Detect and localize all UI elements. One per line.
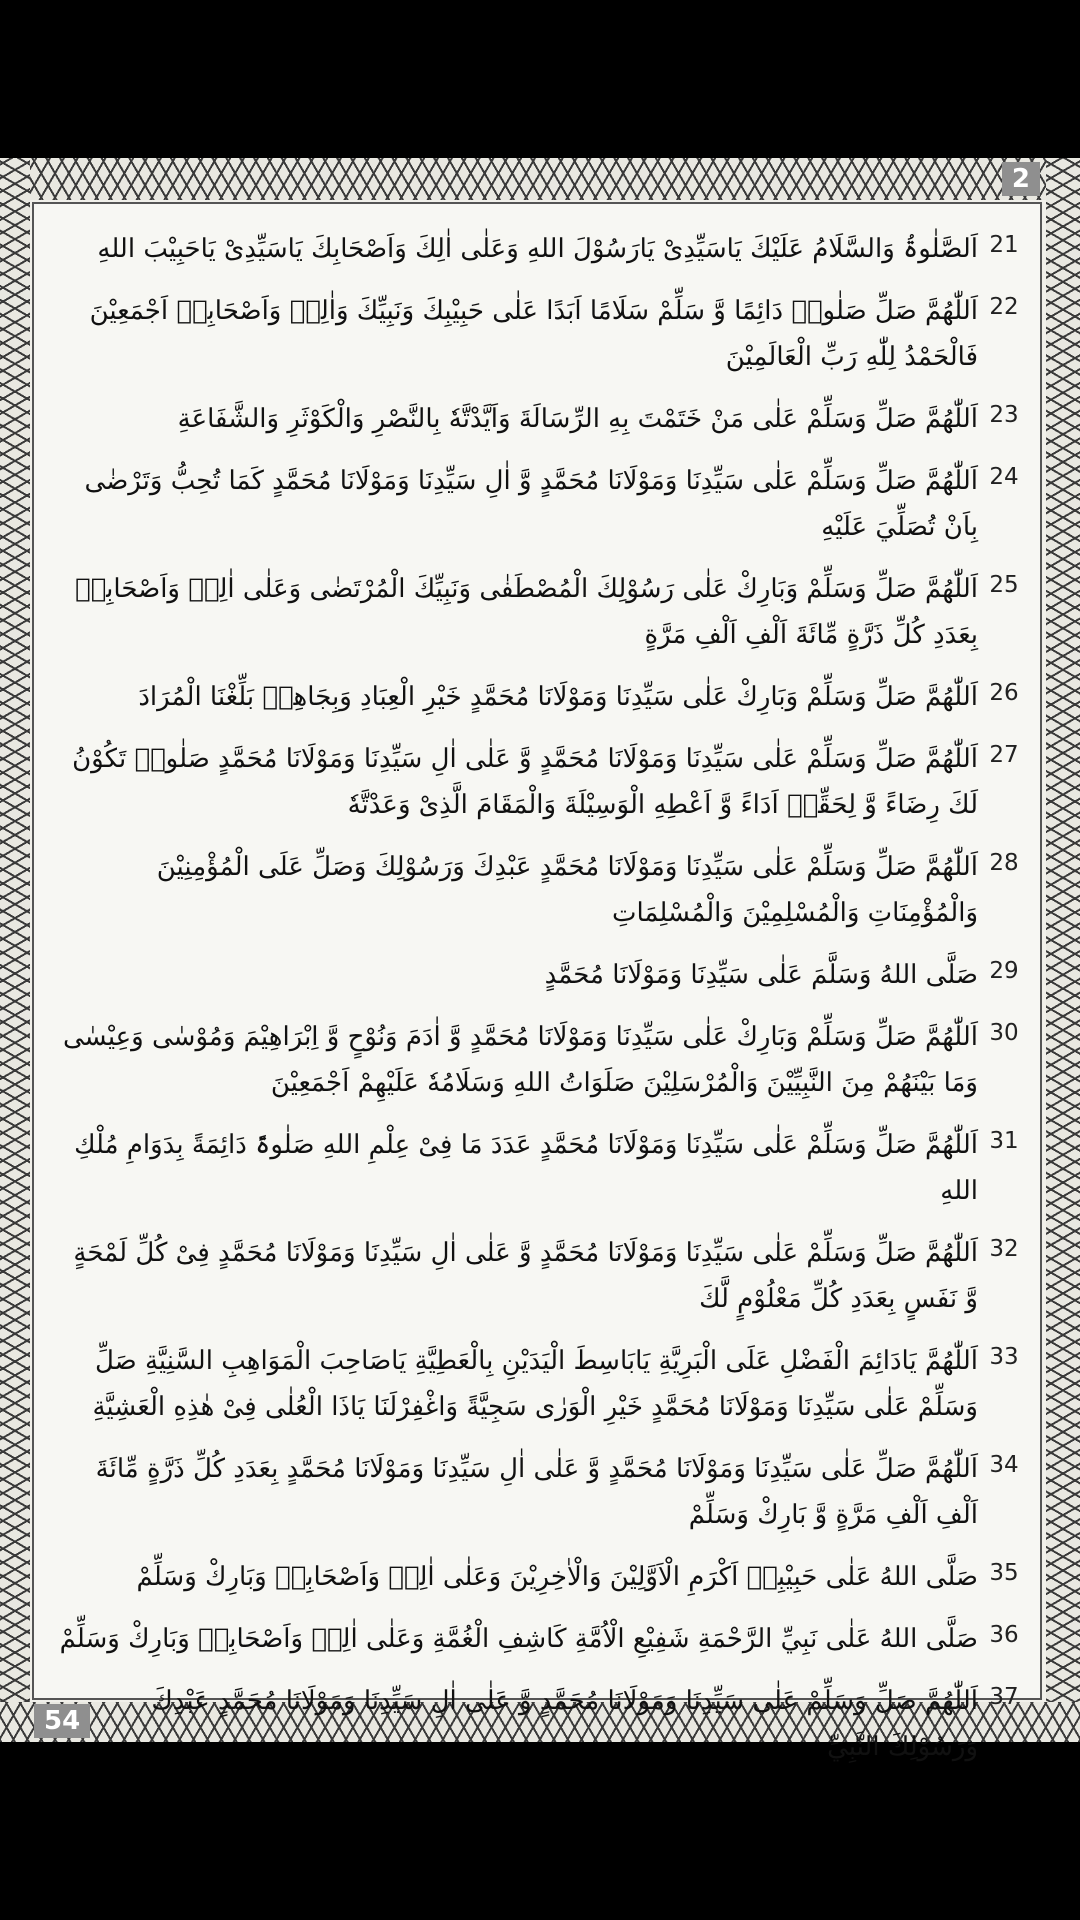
entry-number: 30 bbox=[989, 1020, 1019, 1046]
list-item bbox=[34, 1608, 1040, 1670]
entry-text: اَللّٰھُمَّ صَلِّ وَسَلِّمْ عَلٰى سَيِّدِنَا وَمَوْلَانَا مُحَمَّدٍ وَّ عَلٰى اٰلِ سَيِّدِنَا وَمَوْلَانَا مُحَمَّدٍ عَبْدِكَ وَرَسُوْلِكَ النَّبِيِّ bbox=[151, 1686, 978, 1762]
entry-number: 24 bbox=[989, 464, 1019, 490]
ornamental-border-left bbox=[0, 158, 30, 1742]
entry-text: اَللّٰھُمَّ صَلِّ وَسَلِّمْ وَبَارِكْ عَلٰى سَيِّدِنَا وَمَوْلَانَا مُحَمَّدٍ خَيْرِ الْعِبَادِ وَبِجَاهِهٖ بَلِّغْنَا الْمُرَادَ bbox=[138, 682, 978, 712]
entry-text: اَللّٰھُمَّ صَلِّ وَسَلِّمْ عَلٰى سَيِّدِنَا وَمَوْلَانَا مُحَمَّدٍ عَدَدَ مَا فِىْ عِلْمِ اللهِ صَلٰوۃً دَائِمَةً بِدَوَامِ مُلْكِ اللهِ bbox=[74, 1130, 978, 1206]
entry-text: اَللّٰھُمَّ صَلِّ وَسَلِّمْ عَلٰى سَيِّدِنَا وَمَوْلَانَا مُحَمَّدٍ وَّ اٰلِ سَيِّدِنَا وَمَوْلَانَا مُحَمَّدٍ كَمَا تُحِبُّ وَتَرْضٰى بِاَنْ تُصَلِّيَ عَلَيْهِ bbox=[84, 466, 978, 542]
list-item bbox=[34, 1222, 1040, 1330]
entry-text: اَلصَّلٰوۃُ وَالسَّلَامُ عَلَيْكَ يَاسَيِّدِىْ يَارَسُوْلَ اللهِ وَعَلٰى اٰلِكَ وَاَصْحَابِكَ يَاسَيِّدِىْ يَاحَبِيْبَ اللهِ bbox=[97, 234, 978, 264]
entry-number: 32 bbox=[989, 1236, 1019, 1262]
entry-number: 34 bbox=[989, 1452, 1019, 1478]
entry-number: 33 bbox=[989, 1344, 1019, 1370]
page-number-top: 2 bbox=[1002, 162, 1040, 196]
list-item bbox=[34, 728, 1040, 836]
entry-text: اَللّٰھُمَّ صَلِّ وَسَلِّمْ عَلٰى سَيِّدِنَا وَمَوْلَانَا مُحَمَّدٍ وَّ عَلٰى اٰلِ سَيِّدِنَا وَمَوْلَانَا مُحَمَّدٍ فِىْ كُلِّ لَمْحَةٍ وَّ نَفَسٍ بِعَدَدِ كُلِّ مَعْلُوْمٍ لَّكَ bbox=[73, 1238, 978, 1314]
list-item bbox=[34, 1006, 1040, 1114]
list-item bbox=[34, 836, 1040, 944]
entry-number: 36 bbox=[989, 1622, 1019, 1648]
list-item bbox=[34, 666, 1040, 728]
ornamental-border-right bbox=[1046, 158, 1080, 1742]
entry-text: اَللّٰھُمَّ صَلِّ وَسَلِّمْ وَبَارِكْ عَلٰى رَسُوْلِكَ الْمُصْطَفٰى وَنَبِيِّكَ الْمُرْتَضٰى وَعَلٰى اٰلِهٖ وَاَصْحَابِهٖ بِعَدَدِ كُلِّ ذَرَّةٍ مِّائَةَ اَلْفِ اَلْفِ مَرَّةٍ bbox=[74, 574, 978, 650]
book-page bbox=[0, 158, 1080, 1762]
entry-text: اَللّٰھُمَّ صَلِّ عَلٰى سَيِّدِنَا وَمَوْلَانَا مُحَمَّدٍ وَّ عَلٰى اٰلِ سَيِّدِنَا وَمَوْلَانَا مُحَمَّدٍ بِعَدَدِ كُلِّ ذَرَّةٍ مِّائَةَ اَلْفِ اَلْفِ مَرَّةٍ وَّ بَارِكْ وَسَلِّمْ bbox=[95, 1454, 978, 1530]
entry-text: صَلَّى اللهُ عَلٰى حَبِيْبِهٖ اَكْرَمِ الْاَوَّلِيْنَ وَالْاٰخِرِيْنَ وَعَلٰى اٰلِهٖ وَاَصْحَابِهٖ وَبَارِكْ وَسَلِّمْ bbox=[136, 1562, 978, 1592]
entry-number: 27 bbox=[989, 742, 1019, 768]
list-item bbox=[34, 1330, 1040, 1438]
entry-text: صَلَّى اللهُ وَسَلَّمَ عَلٰى سَيِّدِنَا وَمَوْلَانَا مُحَمَّدٍ bbox=[544, 960, 978, 990]
entry-number: 29 bbox=[989, 958, 1019, 984]
entry-text: اَللّٰھُمَّ صَلِّ وَسَلِّمْ عَلٰى مَنْ خَتَمْتَ بِهِ الرِّسَالَةَ وَاَيَّدْتَّهٗ بِالنَّصْرِ وَالْكَوْثَرِ وَالشَّفَاعَةِ bbox=[177, 404, 978, 434]
list-item bbox=[34, 1114, 1040, 1222]
list-item bbox=[34, 450, 1040, 558]
entry-number: 23 bbox=[989, 402, 1019, 428]
entry-number: 22 bbox=[989, 294, 1019, 320]
entry-number: 31 bbox=[989, 1128, 1019, 1154]
entry-text: اَللّٰھُمَّ صَلِّ وَسَلِّمْ عَلٰى سَيِّدِنَا وَمَوْلَانَا مُحَمَّدٍ عَبْدِكَ وَرَسُوْلِكَ وَصَلِّ عَلَى الْمُؤْمِنِيْنَ وَالْمُؤْمِنَاتِ وَالْمُسْلِمِيْنَ وَالْمُسْلِمَاتِ bbox=[156, 852, 978, 928]
list-item bbox=[34, 944, 1040, 1006]
list-item bbox=[34, 1670, 1040, 1778]
entry-text: اَللّٰھُمَّ صَلِّ صَلٰوۃً دَائِمًا وَّ سَلِّمْ سَلَامًا اَبَدًا عَلٰى حَبِيْبِكَ وَنَبِيِّكَ وَاٰلِهٖ وَاَصْحَابِهٖ اَجْمَعِيْنَ فَالْحَمْدُ لِلّٰهِ رَبِّ الْعَالَمِيْنَ bbox=[89, 296, 978, 372]
list-item bbox=[34, 558, 1040, 666]
entry-number: 35 bbox=[989, 1560, 1019, 1586]
entry-number: 21 bbox=[989, 232, 1019, 258]
durood-list bbox=[34, 204, 1040, 1778]
page-number-bottom: 54 bbox=[34, 1704, 90, 1738]
entry-number: 25 bbox=[989, 572, 1019, 598]
entry-number: 37 bbox=[989, 1684, 1019, 1710]
list-item bbox=[34, 1546, 1040, 1608]
entry-text: اَللّٰھُمَّ صَلِّ وَسَلِّمْ عَلٰى سَيِّدِنَا وَمَوْلَانَا مُحَمَّدٍ وَّ عَلٰى اٰلِ سَيِّدِنَا وَمَوْلَانَا مُحَمَّدٍ صَلٰوۃً تَكُوْنُ لَكَ رِضَاءً وَّ لِحَقِّهٖ اَدَاءً وَّ اَعْطِهِ الْوَسِيْلَةَ وَالْمَقَامَ الَّذِىْ وَعَدْتَّهٗ bbox=[72, 744, 978, 820]
list-item bbox=[34, 388, 1040, 450]
ornamental-border-top bbox=[0, 158, 1080, 200]
list-item bbox=[34, 280, 1040, 388]
entry-text: اَللّٰھُمَّ يَادَائِمَ الْفَضْلِ عَلَى الْبَرِيَّةِ يَابَاسِطَ الْيَدَيْنِ بِالْعَطِيَّةِ يَاصَاحِبَ الْمَوَاهِبِ السَّنِيَّةِ صَلِّ وَسَلِّمْ عَلٰى سَيِّدِنَا وَمَوْلَانَا مُحَمَّدٍ خَيْرِ الْوَرٰى سَجِيَّةً وَاغْفِرْلَنَا يَاذَا الْعُلٰى فِىْ هٰذِهِ الْعَشِيَّةِ bbox=[92, 1346, 978, 1422]
entry-number: 28 bbox=[989, 850, 1019, 876]
entry-number: 26 bbox=[989, 680, 1019, 706]
list-item bbox=[34, 1438, 1040, 1546]
entry-text: اَللّٰھُمَّ صَلِّ وَسَلِّمْ وَبَارِكْ عَلٰى سَيِّدِنَا وَمَوْلَانَا مُحَمَّدٍ وَّ اٰدَمَ وَنُوْحٍ وَّ اِبْرَاهِيْمَ وَمُوْسٰى وَعِيْسٰى وَمَا بَيْنَهُمْ مِنَ النَّبِيِّيْنَ وَالْمُرْسَلِيْنَ صَلَوَاتُ اللهِ وَسَلَامُهٗ عَلَيْهِمْ اَجْمَعِيْنَ bbox=[62, 1022, 978, 1098]
list-item bbox=[34, 218, 1040, 280]
entry-text: صَلَّى اللهُ عَلٰى نَبِيِّ الرَّحْمَةِ شَفِيْعِ الْاُمَّةِ كَاشِفِ الْغُمَّةِ وَعَلٰى اٰلِهٖ وَاَصْحَابِهٖ وَبَارِكْ وَسَلِّمْ bbox=[59, 1624, 978, 1654]
